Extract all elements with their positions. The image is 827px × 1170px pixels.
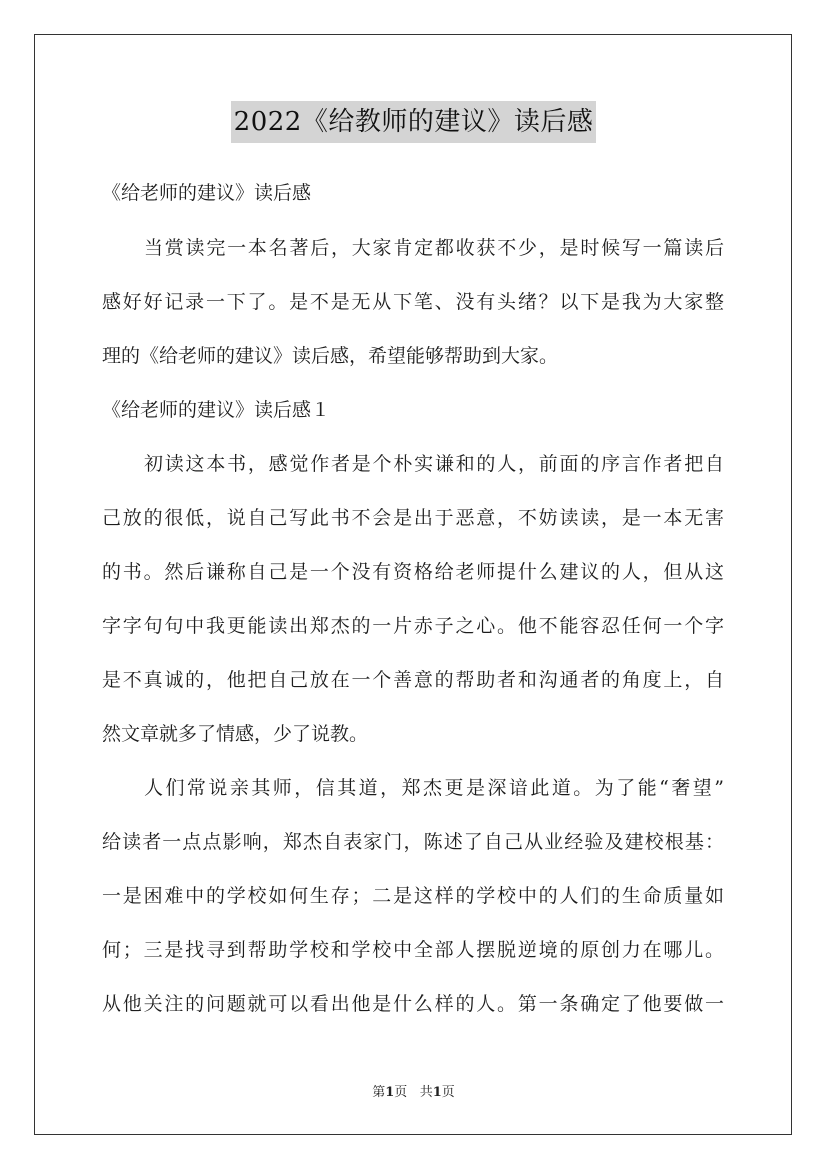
page-suffix: 页 (394, 1085, 408, 1100)
para1-line-1: 初读这本书，感觉作者是个朴实谦和的人，前面的序言作者把自 (144, 453, 724, 475)
section-heading-1: 《给老师的建议》读后感１ (102, 399, 331, 421)
total-suffix: 页 (441, 1085, 455, 1100)
para1-line-6: 然文章就多了情感，少了说教。 (102, 723, 369, 745)
para1-line-5: 是不真诚的，他把自己放在一个善意的帮助者和沟通者的角度上，自 (102, 669, 724, 691)
page-footer (0, 1081, 827, 1100)
subtitle: 《给老师的建议》读后感 (102, 182, 312, 204)
para2-line-1: 人们常说亲其师，信其道，郑杰更是深谙此道。为了能“奢望” (144, 777, 724, 799)
intro-line-3: 理的《给老师的建议》读后感，希望能够帮助到大家。 (102, 345, 559, 367)
para1-line-4: 字字句句中我更能读出郑杰的一片赤子之心。他不能容忍任何一个字 (102, 615, 724, 637)
para2-line-5: 从他关注的问题就可以看出他是什么样的人。第一条确定了他要做一 (102, 993, 724, 1015)
page-prefix: 第 (372, 1085, 386, 1100)
total-number: 1 (432, 1085, 442, 1100)
total-prefix: 共 (419, 1085, 433, 1100)
title-container (0, 101, 827, 143)
document-title: 2022《给教师的建议》读后感 (231, 101, 597, 143)
page-number: 1 (385, 1085, 395, 1100)
para1-line-3: 的书。然后谦称自己是一个没有资格给老师提什么建议的人，但从这 (102, 561, 724, 583)
intro-line-2: 感好好记录一下了。是不是无从下笔、没有头绪？以下是我为大家整 (102, 291, 724, 313)
para2-line-4: 何；三是找寻到帮助学校和学校中全部人摆脱逆境的原创力在哪儿。 (102, 939, 724, 961)
para2-line-2: 给读者一点点影响，郑杰自表家门，陈述了自己从业经验及建校根基： (102, 831, 724, 853)
para1-line-2: 己放的很低，说自己写此书不会是出于恶意，不妨读读，是一本无害 (102, 507, 724, 529)
intro-line-1: 当赏读完一本名著后，大家肯定都收获不少，是时候写一篇读后 (144, 237, 724, 259)
para2-line-3: 一是困难中的学校如何生存；二是这样的学校中的人们的生命质量如 (102, 885, 724, 907)
